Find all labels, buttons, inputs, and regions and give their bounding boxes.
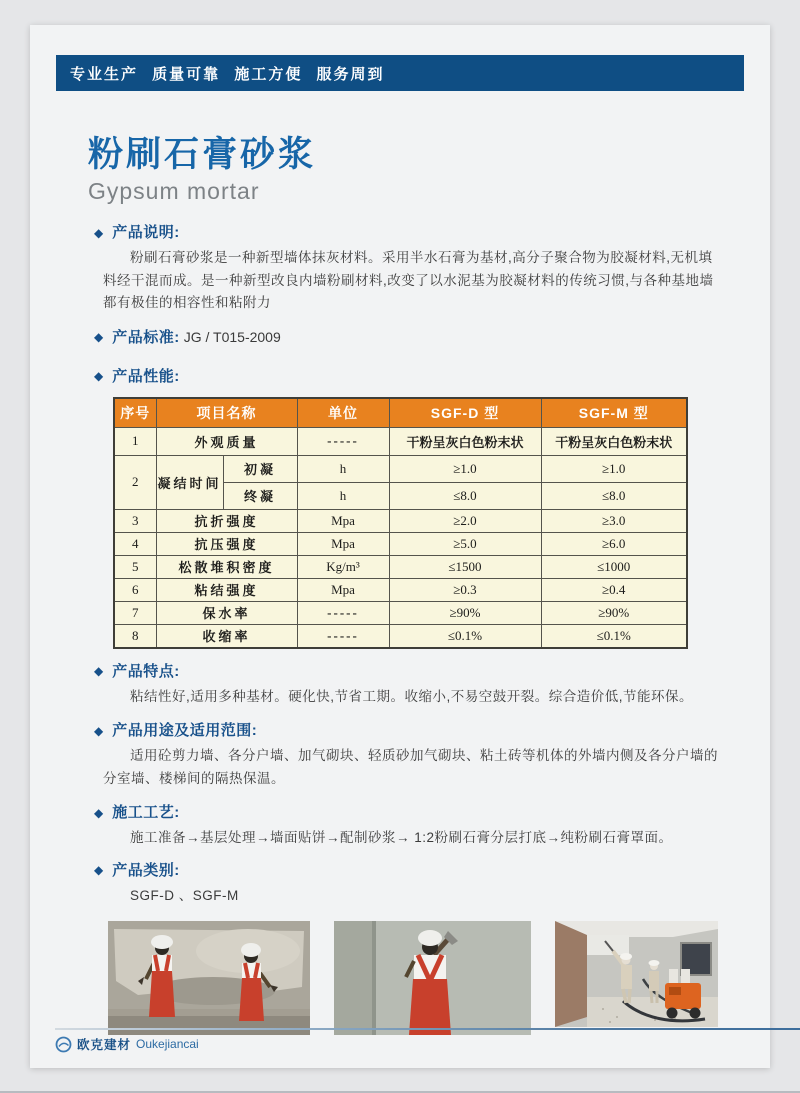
section-category-body: SGF-D 、SGF-M bbox=[130, 887, 239, 903]
table-cell: Kg/m³ bbox=[297, 555, 389, 578]
table-header-cell: SGF-D 型 bbox=[389, 398, 541, 428]
page bbox=[30, 25, 770, 1068]
section-standard-value: JG / T015-2009 bbox=[183, 328, 281, 345]
table-cell: 粘结强度 bbox=[156, 578, 297, 601]
table-cell: 保水率 bbox=[156, 601, 297, 624]
table-cell: ≥0.4 bbox=[541, 578, 687, 601]
table-cell: 8 bbox=[114, 624, 156, 648]
table-row bbox=[114, 601, 687, 624]
table-cell: ≤0.1% bbox=[389, 624, 541, 648]
photo-row bbox=[108, 921, 770, 1035]
diamond-bullet-icon: ◆ bbox=[94, 805, 104, 820]
table-cell: ≤8.0 bbox=[541, 482, 687, 509]
table-cell: 4 bbox=[114, 532, 156, 555]
table-header-row bbox=[114, 398, 687, 428]
slogan-text: 专业生产 质量可靠 施工方便 服务周到 bbox=[70, 65, 385, 83]
section-performance-label: 产品性能: bbox=[112, 367, 180, 385]
table-cell: ----- bbox=[297, 624, 389, 648]
table-cell: 外观质量 bbox=[156, 427, 297, 455]
table-cell: 干粉呈灰白色粉末状 bbox=[389, 427, 541, 455]
table-cell: ≥0.3 bbox=[389, 578, 541, 601]
table-cell: 初凝 bbox=[223, 455, 297, 482]
table-header-cell: 项目名称 bbox=[156, 398, 297, 428]
footer-divider-line bbox=[55, 1028, 800, 1030]
table-cell: 抗压强度 bbox=[156, 532, 297, 555]
table-cell: Mpa bbox=[297, 509, 389, 532]
table-cell: ≥6.0 bbox=[541, 532, 687, 555]
page-title: 粉刷石膏砂浆 bbox=[88, 135, 317, 174]
company-name-en: Oukejiancai bbox=[136, 1037, 199, 1051]
table-cell: ≥90% bbox=[541, 601, 687, 624]
table-header-cell: 序号 bbox=[114, 398, 156, 428]
table-cell: 3 bbox=[114, 509, 156, 532]
table-cell: ≤1000 bbox=[541, 555, 687, 578]
table-row bbox=[114, 555, 687, 578]
table-cell: 2 bbox=[114, 455, 156, 509]
table-cell: 干粉呈灰白色粉末状 bbox=[541, 427, 687, 455]
table-cell: ----- bbox=[297, 601, 389, 624]
photo-worker-smoothing-wall bbox=[334, 921, 531, 1035]
table-cell: 6 bbox=[114, 578, 156, 601]
company-logo-icon bbox=[55, 1036, 72, 1053]
table-cell: 7 bbox=[114, 601, 156, 624]
table-cell: ≥2.0 bbox=[389, 509, 541, 532]
section-description-label: 产品说明: bbox=[112, 224, 180, 242]
table-cell: ≥5.0 bbox=[389, 532, 541, 555]
table-cell: ≤8.0 bbox=[389, 482, 541, 509]
section-features-label: 产品特点: bbox=[112, 662, 180, 680]
photo-spray-machine-room bbox=[555, 921, 718, 1027]
diamond-bullet-icon: ◆ bbox=[94, 664, 104, 679]
table-header-cell: SGF-M 型 bbox=[541, 398, 687, 428]
company-name-cn: 欧克建材 bbox=[77, 1038, 132, 1052]
table-cell: 凝结时间 bbox=[156, 455, 223, 509]
section-standard-header bbox=[94, 327, 770, 348]
table-cell: Mpa bbox=[297, 578, 389, 601]
diamond-bullet-icon: ◆ bbox=[94, 369, 104, 384]
section-process-header bbox=[94, 802, 770, 823]
page-subtitle: Gypsum mortar bbox=[88, 178, 260, 204]
table-row bbox=[114, 624, 687, 648]
section-usage-body: 适用砼剪力墙、各分户墙、加气砌块、轻质砂加气砌块、粘土砖等机体的外墙内侧及各分户墙的分室墙、楼梯间的隔热保温。 bbox=[103, 748, 718, 786]
table-cell: ≥3.0 bbox=[541, 509, 687, 532]
section-description-header bbox=[94, 222, 770, 243]
section-usage-label: 产品用途及适用范围: bbox=[112, 722, 258, 740]
table-cell: 终凝 bbox=[223, 482, 297, 509]
diamond-bullet-icon: ◆ bbox=[94, 330, 104, 345]
table-cell: ----- bbox=[297, 427, 389, 455]
section-category-header bbox=[94, 860, 770, 881]
diamond-bullet-icon: ◆ bbox=[94, 723, 104, 738]
section-usage-header bbox=[94, 720, 770, 741]
table-cell: Mpa bbox=[297, 532, 389, 555]
table-row bbox=[114, 578, 687, 601]
section-category-label: 产品类别: bbox=[112, 861, 180, 879]
table-cell: 抗折强度 bbox=[156, 509, 297, 532]
table-cell: ≤0.1% bbox=[541, 624, 687, 648]
photo-workers-plastering-wall bbox=[108, 921, 310, 1035]
diamond-bullet-icon: ◆ bbox=[94, 225, 104, 240]
table-cell: ≤1500 bbox=[389, 555, 541, 578]
section-process-label: 施工工艺: bbox=[112, 804, 180, 822]
table-row bbox=[114, 455, 687, 482]
table-row bbox=[114, 427, 687, 455]
section-description-body: 粉刷石膏砂浆是一种新型墙体抹灰材料。采用半水石膏为基材,高分子聚合物为胶凝材料,无机填料经干混而成。是一种新型改良内墙粉刷材料,改变了以水泥基为胶凝材料的传统习惯,与各种基地墙都有极佳的相容性和粘附力 bbox=[103, 250, 714, 311]
company-logo bbox=[55, 1035, 199, 1053]
section-process-body: 施工准备→基层处理→墙面贴饼→配制砂浆→ 1:2粉刷石膏分层打底→纯粉刷石膏罩面。 bbox=[130, 830, 673, 846]
table-header-cell: 单位 bbox=[297, 398, 389, 428]
table-cell: 松散堆积密度 bbox=[156, 555, 297, 578]
table-cell: 5 bbox=[114, 555, 156, 578]
slogan-bar bbox=[56, 55, 744, 91]
table-row bbox=[114, 509, 687, 532]
table-cell: ≥1.0 bbox=[541, 455, 687, 482]
table-cell: 1 bbox=[114, 427, 156, 455]
section-features-body: 粘结性好,适用多种基材。硬化快,节省工期。收缩小,不易空鼓开裂。综合造价低,节能环保。 bbox=[130, 688, 694, 704]
table-cell: ≥90% bbox=[389, 601, 541, 624]
table-cell: ≥1.0 bbox=[389, 455, 541, 482]
section-standard-label: 产品标准: bbox=[112, 328, 180, 346]
table-row bbox=[114, 532, 687, 555]
section-performance-header bbox=[94, 366, 770, 387]
table-cell: h bbox=[297, 482, 389, 509]
performance-table bbox=[113, 397, 688, 649]
table-cell: 收缩率 bbox=[156, 624, 297, 648]
diamond-bullet-icon: ◆ bbox=[94, 863, 104, 878]
table-cell: h bbox=[297, 455, 389, 482]
section-features-header bbox=[94, 661, 770, 682]
